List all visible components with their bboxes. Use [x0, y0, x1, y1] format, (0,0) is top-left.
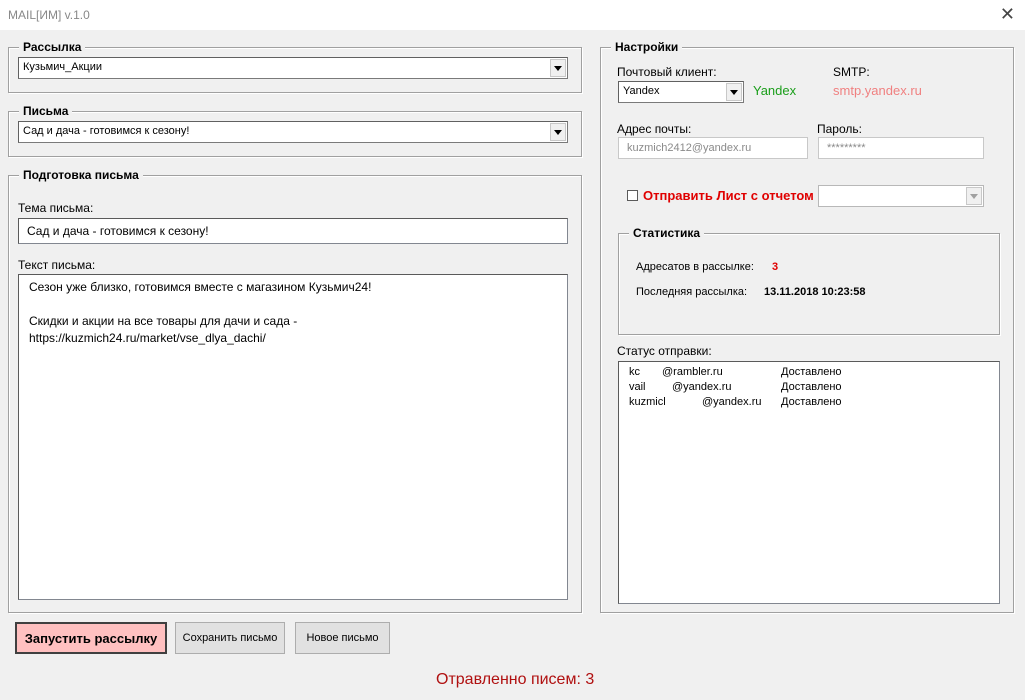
- mail-client-label: Почтовый клиент:: [617, 65, 717, 79]
- body-text-line: [29, 296, 371, 313]
- status-row: [629, 395, 989, 410]
- mail-client-select[interactable]: [618, 81, 744, 103]
- email-field-value: kuzmich2412@yandex.ru: [627, 142, 752, 154]
- body-text-line: Скидки и акции на все товары для дачи и сада -: [29, 314, 298, 328]
- status-row: [629, 365, 989, 380]
- report-sheet-select[interactable]: [818, 185, 984, 207]
- status-domain: @rambler.ru: [662, 366, 723, 378]
- mailing-frame-label: Рассылка: [19, 40, 85, 54]
- chevron-down-icon[interactable]: [966, 187, 982, 205]
- sent-count-text: Отравленно писем: 3: [436, 671, 595, 688]
- body-text-line: Сезон уже близко, готовимся вместе с магазином Кузьмич24!: [29, 280, 372, 294]
- smtp-value: smtp.yandex.ru: [833, 83, 922, 98]
- send-report-label[interactable]: Отправить Лист с отчетом: [643, 188, 814, 203]
- save-letter-button[interactable]: Сохранить письмо: [175, 622, 285, 654]
- mail-client-name: Yandex: [753, 83, 797, 98]
- mail-client-select-value: Yandex: [623, 85, 660, 97]
- mailing-select[interactable]: [18, 57, 568, 79]
- stats-frame-label: Статистика: [629, 226, 704, 240]
- body-text: [29, 279, 371, 347]
- status-domain: @yandex.ru: [672, 381, 732, 393]
- mailing-frame: [8, 40, 582, 93]
- status-state: Доставлено: [781, 366, 842, 378]
- stats-frame: [618, 226, 1000, 335]
- letters-select[interactable]: [18, 121, 568, 143]
- status-name: vail: [629, 381, 646, 393]
- title-bar: [0, 0, 1025, 30]
- last-mailing-value: 13.11.2018 10:23:58: [764, 286, 866, 298]
- password-field[interactable]: [818, 137, 984, 159]
- status-state: Доставлено: [781, 381, 842, 393]
- body-label: Текст письма:: [18, 258, 96, 272]
- subject-input[interactable]: [18, 218, 568, 244]
- status-rows: [629, 365, 989, 410]
- letters-frame: [8, 104, 582, 157]
- settings-frame: [600, 40, 1014, 613]
- subject-input-value: Сад и дача - готовимся к сезону!: [27, 224, 209, 238]
- status-state: Доставлено: [781, 396, 842, 408]
- email-field[interactable]: [618, 137, 808, 159]
- password-field-value: *********: [827, 142, 866, 154]
- prep-frame-label: Подготовка письма: [19, 168, 143, 182]
- start-mailing-button[interactable]: Запустить рассылку: [15, 622, 167, 654]
- subject-label: Тема письма:: [18, 201, 94, 215]
- close-icon[interactable]: ✕: [999, 4, 1015, 24]
- send-report-checkbox[interactable]: [627, 190, 638, 201]
- new-letter-button[interactable]: Новое письмо: [295, 622, 390, 654]
- chevron-down-icon[interactable]: [550, 123, 566, 141]
- letters-select-value: Сад и дача - готовимся к сезону!: [23, 125, 190, 137]
- status-domain: @yandex.ru: [702, 396, 762, 408]
- email-label: Адрес почты:: [617, 122, 692, 136]
- settings-frame-label: Настройки: [611, 40, 682, 54]
- smtp-label: SMTP:: [833, 65, 870, 79]
- window-title: MAIL[ИМ] v.1.0: [8, 8, 90, 22]
- status-list[interactable]: [618, 361, 1000, 604]
- status-row: [629, 380, 989, 395]
- status-name: kuzmicl: [629, 396, 666, 408]
- password-label: Пароль:: [817, 122, 862, 136]
- recipients-count: 3: [772, 261, 779, 273]
- chevron-down-icon[interactable]: [726, 83, 742, 101]
- recipients-label: Адресатов в рассылке:: [636, 261, 754, 273]
- mailing-select-value: Кузьмич_Акции: [23, 61, 102, 73]
- body-text-line: https://kuzmich24.ru/market/vse_dlya_dachi/: [29, 331, 266, 345]
- letters-frame-label: Письма: [19, 104, 72, 118]
- last-mailing-label: Последняя рассылка:: [636, 286, 748, 298]
- prep-frame: [8, 168, 582, 613]
- status-label: Статус отправки:: [617, 344, 712, 358]
- chevron-down-icon[interactable]: [550, 59, 566, 77]
- status-name: kc: [629, 366, 640, 378]
- body-textarea[interactable]: [18, 274, 568, 600]
